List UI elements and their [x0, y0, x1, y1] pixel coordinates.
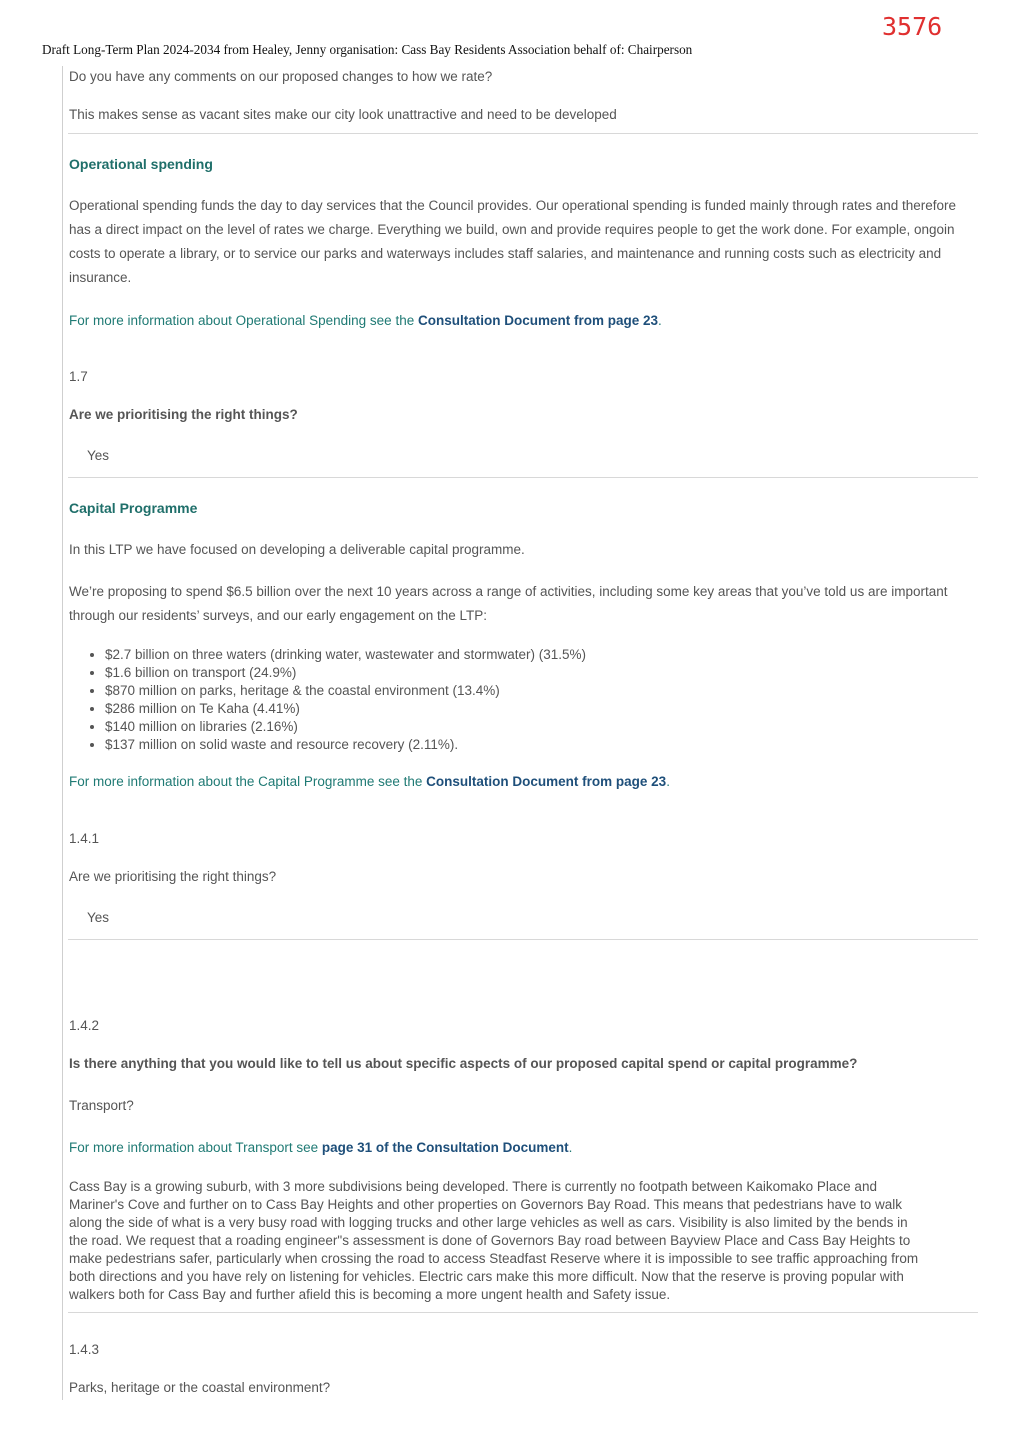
section-heading-operational: Operational spending: [69, 156, 213, 172]
question-text: Are we prioritising the right things?: [69, 407, 298, 422]
list-item: • $2.7 billion on three waters (drinking water, wastewater and stormwater) (31.5%): [105, 646, 586, 664]
question-number: 1.7: [69, 369, 88, 384]
list-item: • $140 million on libraries (2.16%): [105, 718, 586, 736]
divider: [68, 133, 978, 134]
section-heading-capital: Capital Programme: [69, 500, 198, 516]
question-number: 1.4.1: [69, 831, 100, 846]
list-item: • $1.6 billion on transport (24.9%): [105, 664, 586, 682]
question-text: Are we prioritising the right things?: [69, 869, 277, 884]
question-number: 1.4.3: [69, 1342, 100, 1357]
left-border-line: [62, 66, 63, 1400]
question-text: Parks, heritage or the coastal environment?: [69, 1380, 331, 1395]
capital-more-info: For more information about the Capital Programme see the Consultation Document from page 23.: [69, 774, 670, 789]
capital-paragraph: We’re proposing to spend $6.5 billion over the next 10 years across a range of activities, including some key areas that you’ve told us are important through our residents’ surveys, and our early engagement on the LTP:: [69, 584, 948, 623]
transport-more-info: For more information about Transport see page 31 of the Consultation Document.: [69, 1140, 573, 1155]
divider: [68, 1312, 978, 1313]
document-header: Draft Long-Term Plan 2024-2034 from Healey, Jenny organisation: Cass Bay Residents Association behalf of: Chairperson: [42, 42, 693, 57]
rating-answer: This makes sense as vacant sites make our city look unattractive and need to be developed: [69, 107, 617, 122]
divider: [68, 477, 978, 478]
answer-text: Yes: [87, 448, 110, 463]
answer-text: Yes: [87, 910, 110, 925]
question-number: 1.4.2: [69, 1018, 100, 1033]
divider: [68, 939, 978, 940]
rating-question: Do you have any comments on our proposed changes to how we rate?: [69, 69, 493, 84]
list-item: • $137 million on solid waste and resource recovery (2.11%).: [105, 736, 586, 754]
capital-intro: In this LTP we have focused on developing a deliverable capital programme.: [69, 542, 525, 557]
transport-consultation-link[interactable]: page 31 of the Consultation Document: [321, 1140, 569, 1155]
capital-spending-list: [87, 646, 586, 754]
operational-more-info: For more information about Operational Spending see the Consultation Document from page 23.: [69, 313, 662, 328]
question-text: Is there anything that you would like to tell us about specific aspects of our proposed capital spend or capital programme?: [69, 1056, 858, 1071]
page-number-stamp: 3576: [882, 12, 943, 41]
list-item: • $286 million on Te Kaha (4.41%): [105, 700, 586, 718]
transport-answer: Cass Bay is a growing suburb, with 3 more subdivisions being developed. There is currently no footpath between Kaikomako Place and Mariner's Cove and further on to Cass Bay Heights and other properties on Governors Bay Road. This means that pedestrians have to walk along the side of what is a very busy road with logging trucks and other large vehicles as well as cars. Visibility is also limited by the bends in the road. We request that a roading engineer"s assessment is done of Governors Bay road between Bayview Place and Cass Bay Heights to make pedestrians safer, particularly when crossing the road to access Steadfast Reserve where it is impossible to see traffic approaching from both directions and you have rely on listening for vehicles. Electric cars make this more difficult. Now that the reserve is proving popular with walkers both for Cass Bay and further afield this is becoming a more ungent health and Safety issue.: [69, 1179, 919, 1302]
consultation-document-link[interactable]: Consultation Document from page 23: [417, 313, 658, 328]
operational-paragraph: Operational spending funds the day to day services that the Council provides. Our operational spending is funded mainly through rates and therefore has a direct impact on the level of rates we charge. Everything we build, own and provide requires people to get the work done. For example, ongoin costs to operate a library, or to service our parks and waterways includes staff salaries, and maintenance and running costs such as electricity and insurance.: [69, 198, 957, 285]
transport-label: Transport?: [69, 1098, 134, 1113]
list-item: • $870 million on parks, heritage & the coastal environment (13.4%): [105, 682, 586, 700]
consultation-document-link[interactable]: Consultation Document from page 23: [426, 774, 667, 789]
